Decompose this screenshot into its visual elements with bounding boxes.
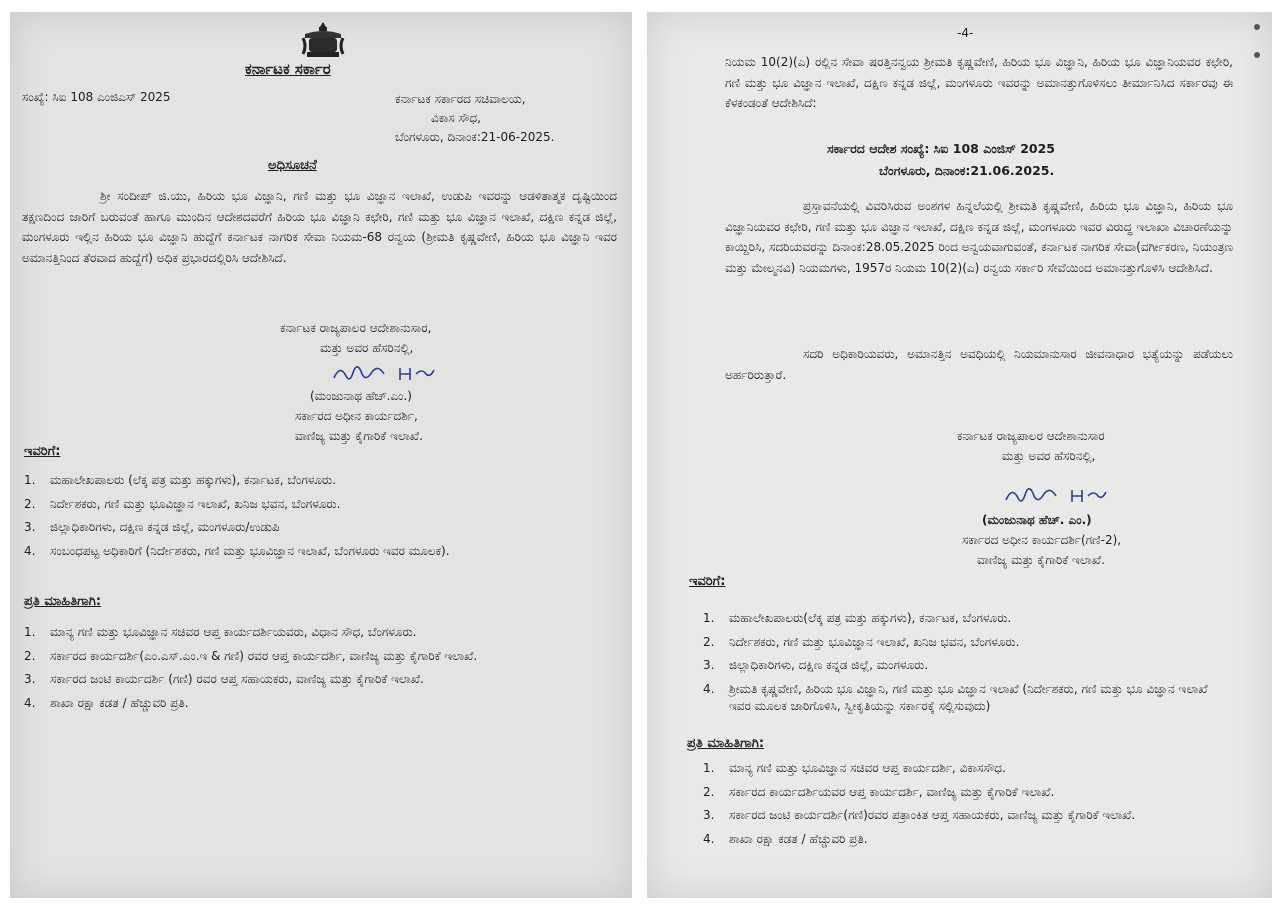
list-item: 2. ಸರ್ಕಾರದ ಕಾರ್ಯದರ್ಶಿ(ಎಂ.ಎಸ್.ಎಂ.ಇ & ಗಣಿ) ರವರ ಆಪ್ತ ಕಾರ್ಯದರ್ಶಿ, ವಾಣಿಜ್ಯ ಮತ್ತು ಕೈಗಾರಿಕೆ ಇಲಾಖೆ. <box>24 648 478 663</box>
government-title: ಕರ್ನಾಟಕ ಸರ್ಕಾರ <box>245 60 331 78</box>
list-item: 2. ಸರ್ಕಾರದ ಕಾರ್ಯದರ್ಶಿಯವರ ಆಪ್ತ ಕಾರ್ಯದರ್ಶಿ, ವಾಣಿಜ್ಯ ಮತ್ತು ಕೈಗಾರಿಕೆ ಇಲಾಖೆ. <box>703 784 1055 799</box>
copy-heading: ಪ್ರತಿ ಮಾಹಿತಿಗಾಗಿ: <box>687 736 765 751</box>
signatory-designation: ಸರ್ಕಾರದ ಅಧೀನ ಕಾರ್ಯದರ್ಶಿ, <box>295 409 418 423</box>
recipients-heading: ಇವರಿಗೆ: <box>689 574 726 589</box>
binder-hole-icon <box>1254 52 1260 58</box>
signatory-department: ವಾಣಿಜ್ಯ ಮತ್ತು ಕೈಗಾರಿಕೆ ಇಲಾಖೆ. <box>295 429 423 443</box>
government-order-page <box>647 12 1272 898</box>
copy-list <box>703 760 1243 854</box>
list-item: 2. ನಿರ್ದೇಶಕರು, ಗಣಿ ಮತ್ತು ಭೂವಿಜ್ಞಾನ ಇಲಾಖೆ, ಖನಿಜ ಭವನ, ಬೆಂಗಳೂರು. <box>703 634 1020 649</box>
secretariat-address <box>395 90 554 147</box>
list-item: 3. ಜಿಲ್ಲಾಧಿಕಾರಿಗಳು, ದಕ್ಷಿಣ ಕನ್ನಡ ಜಿಲ್ಲೆ, ಮಂಗಳೂರು. <box>703 658 929 672</box>
list-item: 1. ಮಾನ್ಯ ಗಣಿ ಮತ್ತು ಭೂವಿಜ್ಞಾನ ಸಚಿವರ ಆಪ್ತ ಕಾರ್ಯದರ್ಶಿಯವರು, ವಿಧಾನ ಸೌಧ, ಬೆಂಗಳೂರು. <box>24 625 417 639</box>
notification-body: ಶ್ರೀ ಸಂದೀಪ್ ಜಿ.ಯು, ಹಿರಿಯ ಭೂ ವಿಜ್ಞಾನಿ, ಗಣಿ ಮತ್ತು ಭೂ ವಿಜ್ಞಾನ ಇಲಾಖೆ, ಉಡುಪಿ ಇವರನ್ನು ಆಡಳಿತಾತ್ಮಕ ದೃಷ್ಟಿಯಿಂದ ತಕ್ಷಣದಿಂದ ಜಾರಿಗೆ ಬರುವಂತೆ ಹಾಗೂ ಮುಂದಿನ ಆದೇಶದವರೆಗೆ ಹಿರಿಯ ಭೂ ವಿಜ್ಞಾನಿ ಕಛೇರಿ, ಗಣಿ ಮತ್ತು ಭೂ ವಿಜ್ಞಾನ ಇಲಾಖೆ, ದಕ್ಷಿಣ ಕನ್ನಡ ಜಿಲ್ಲೆ, ಮಂಗಳೂರು ಇಲ್ಲಿನ ಹಿರಿಯ ಭೂ ವಿಜ್ಞಾನಿ ಹುದ್ದೆಗೆ ಕರ್ನಾಟಕ ನಾಗರಿಕ ಸೇವಾ ನಿಯಮ-68 ರನ್ವಯ (ಶ್ರೀಮತಿ ಕೃಷ್ಣವೇಣಿ, ಹಿರಿಯ ಭೂ ವಿಜ್ಞಾನಿ ಇವರ ಅಮಾನತ್ತಿನಿಂದ ತೆರವಾದ ಹುದ್ದೆಗೆ) ಅಧಿಕ ಪ್ರಭಾರದಲ್ಲಿರಿಸಿ ಆದೇಶಿಸಿದೆ. <box>22 189 617 265</box>
signature-image <box>1002 482 1122 508</box>
governor-order-line-2: ಮತ್ತು ಅವರ ಹೆಸರಿನಲ್ಲಿ, <box>320 341 414 355</box>
list-item: 1. ಮಹಾಲೇಖಪಾಲರು(ಲೆಕ್ಕ ಪತ್ರ ಮತ್ತು ಹಕ್ಕುಗಳು), ಕರ್ನಾಟಕ, ಬೆಂಗಳೂರು. <box>703 611 1012 625</box>
page-number: -4- <box>957 26 974 40</box>
list-item: 2. ನಿರ್ದೇಶಕರು, ಗಣಿ ಮತ್ತು ಭೂವಿಜ್ಞಾನ ಇಲಾಖೆ, ಖನಿಜ ಭವನ, ಬೆಂಗಳೂರು. <box>24 496 341 511</box>
signatory-name: (ಮಂಜುನಾಥ ಹೆಚ್. ಎಂ.) <box>982 513 1092 527</box>
signature-image <box>330 360 450 386</box>
secretariat-line: ವಿಕಾಸ ಸೌಧ, <box>431 111 481 125</box>
binder-hole-icon <box>1254 24 1260 30</box>
copy-list <box>24 624 594 718</box>
list-item: 1. ಮಹಾಲೇಖಪಾಲರು (ಲೆಕ್ಕ ಪತ್ರ ಮತ್ತು ಹಕ್ಕುಗಳು), ಕರ್ನಾಟಕ, ಬೆಂಗಳೂರು. <box>24 473 337 487</box>
recipients-list <box>24 472 614 566</box>
list-item: 4. ಶ್ರೀಮತಿ ಕೃಷ್ಣವೇಣಿ, ಹಿರಿಯ ಭೂ ವಿಜ್ಞಾನಿ, ಗಣಿ ಮತ್ತು ಭೂ ವಿಜ್ಞಾನ ಇಲಾಖೆ (ನಿರ್ದೇಶಕರು, ಗಣಿ ಮತ್ತು ಭೂ ವಿಜ್ಞಾನ ಇಲಾಖೆ ಇವರ ಮೂಲಕ ಜಾರಿಗೊಳಿಸಿ, ಸ್ವೀಕೃತಿಯನ್ನು ಸರ್ಕಾರಕ್ಕೆ ಸಲ್ಲಿಸುವುದು) <box>703 681 1208 713</box>
list-item: 3. ಸರ್ಕಾರದ ಜಂಟಿ ಕಾರ್ಯದರ್ಶಿ(ಗಣಿ)ರವರ ಪತ್ರಾಂಕಿತ ಆಪ್ತ ಸಹಾಯಕರು, ವಾಣಿಜ್ಯ ಮತ್ತು ಕೈಗಾರಿಕೆ ಇಲಾಖೆ. <box>703 808 1136 822</box>
secretariat-line: ಕರ್ನಾಟಕ ಸರ್ಕಾರದ ಸಚಿವಾಲಯ, <box>395 92 526 106</box>
order-number: ಸರ್ಕಾರದ ಆದೇಶ ಸಂಖ್ಯೆ: ಸಿಐ 108 ಎಂಜಿಸ್ 2025 <box>827 141 1055 156</box>
signatory-department: ವಾಣಿಜ್ಯ ಮತ್ತು ಕೈಗಾರಿಕೆ ಇಲಾಖೆ. <box>977 553 1105 567</box>
copy-heading: ಪ್ರತಿ ಮಾಹಿತಿಗಾಗಿ: <box>24 594 102 609</box>
secretariat-line: ಬೆಂಗಳೂರು, ದಿನಾಂಕ:21-06-2025. <box>395 130 555 144</box>
state-emblem-icon <box>299 20 347 60</box>
recipients-heading: ಇವರಿಗೆ: <box>24 444 61 459</box>
notification-heading: ಅಧಿಸೂಚನೆ <box>268 158 317 173</box>
list-item: 1. ಮಾನ್ಯ ಗಣಿ ಮತ್ತು ಭೂವಿಜ್ಞಾನ ಸಚಿವರ ಆಪ್ತ ಕಾರ್ಯದರ್ಶಿ, ವಿಕಾಸಸೌಧ. <box>703 761 1006 775</box>
recipients-list <box>703 610 1233 722</box>
intro-paragraph: ನಿಯಮ 10(2)(ಎ) ರಲ್ಲಿನ ಸೇವಾ ಷರತ್ತಿನನ್ವಯ ಶ್ರೀಮತಿ ಕೃಷ್ಣವೇಣಿ, ಹಿರಿಯ ಭೂ ವಿಜ್ಞಾನಿ, ಹಿರಿಯ ಭೂ ವಿಜ್ಞಾನಿಯವರ ಕಛೇರಿ, ಗಣಿ ಮತ್ತು ಭೂ ವಿಜ್ಞಾನ ಇಲಾಖೆ, ದಕ್ಷಿಣ ಕನ್ನಡ ಜಿಲ್ಲೆ, ಮಂಗಳೂರು ಇವರನ್ನು ಅಮಾನತ್ತುಗೊಳಿಸಲು ತೀರ್ಮಾನಿಸಿದ ಸರ್ಕಾರವು ಈ ಕೆಳಕಂಡಂತೆ ಆದೇಶಿಸಿದೆ: <box>725 55 1233 110</box>
list-item: 4. ಶಾಖಾ ರಕ್ಷಾ ಕಡತ / ಹೆಚ್ಚುವರಿ ಪ್ರತಿ. <box>24 695 189 710</box>
notification-page <box>10 12 632 898</box>
reference-number: ಸಂಖ್ಯೆ: ಸಿಐ 108 ಎಂಜಿಎಸ್ 2025 <box>22 90 171 104</box>
governor-order-line: ಕರ್ನಾಟಕ ರಾಜ್ಯಪಾಲರ ಆದೇಶಾನುಸಾರ <box>957 429 1105 443</box>
order-paragraph-1: ಪ್ರಸ್ತಾವನೆಯಲ್ಲಿ ವಿವರಿಸಿರುವ ಅಂಶಗಳ ಹಿನ್ನಲೆಯಲ್ಲಿ ಶ್ರೀಮತಿ ಕೃಷ್ಣವೇಣಿ, ಹಿರಿಯ ಭೂ ವಿಜ್ಞಾನಿ, ಹಿರಿಯ ಭೂ ವಿಜ್ಞಾನಿಯವರ ಕಛೇರಿ, ಗಣಿ ಮತ್ತು ಭೂ ವಿಜ್ಞಾನ ಇಲಾಖೆ, ದಕ್ಷಿಣ ಕನ್ನಡ ಜಿಲ್ಲೆ, ಮಂಗಳೂರು ಇವರ ವಿರುದ್ಧ ಇಲಾಖಾ ವಿಚಾರಣೆಯನ್ನು ಕಾಯ್ದಿರಿಸಿ, ಸದರಿಯವರನ್ನು ದಿನಾಂಕ:28.05.2025 ರಿಂದ ಅನ್ವಯವಾಗುವಂತೆ, ಕರ್ನಾಟಕ ನಾಗರಿಕ ಸೇವಾ(ವರ್ಗೀಕರಣ, ನಿಯಂತ್ರಣ ಮತ್ತು ಮೇಲ್ಮನವಿ) ನಿಯಮಗಳು, 1957ರ ನಿಯಮ 10(2)(ಎ) ರನ್ವಯ ಸರ್ಕಾರಿ ಸೇವೆಯಿಂದ ಅಮಾನತ್ತುಗೊಳಿಸಿ ಆದೇಶಿಸಿದೆ. <box>725 199 1233 275</box>
signatory-designation: ಸರ್ಕಾರದ ಅಧೀನ ಕಾರ್ಯದರ್ಶಿ(ಗಣಿ-2), <box>962 533 1122 547</box>
governor-order-line: ಕರ್ನಾಟಕ ರಾಜ್ಯಪಾಲರ ಆದೇಶಾನುಸಾರ, <box>280 321 432 335</box>
list-item: 4. ಶಾಖಾ ರಕ್ಷಾ ಕಡತ / ಹೆಚ್ಚುವರಿ ಪ್ರತಿ. <box>703 831 868 846</box>
governor-order-line-2: ಮತ್ತು ಅವರ ಹೆಸರಿನಲ್ಲಿ, <box>1002 449 1096 463</box>
list-item: 3. ಸರ್ಕಾರದ ಜಂಟಿ ಕಾರ್ಯದರ್ಶಿ (ಗಣಿ) ರವರ ಆಪ್ತ ಸಹಾಯಕರು, ವಾಣಿಜ್ಯ ಮತ್ತು ಕೈಗಾರಿಕೆ ಇಲಾಖೆ. <box>24 672 424 686</box>
order-paragraph-2: ಸದರಿ ಅಧಿಕಾರಿಯವರು, ಅಮಾನತ್ತಿನ ಅವಧಿಯಲ್ಲಿ ನಿಯಮಾನುಸಾರ ಜೀವನಾಧಾರ ಭತ್ಯೆಯನ್ನು ಪಡೆಯಲು ಅರ್ಹರಿರುತ್ತಾರೆ. <box>725 347 1233 382</box>
order-date: ಬೆಂಗಳೂರು, ದಿನಾಂಕ:21.06.2025. <box>879 163 1055 178</box>
list-item: 3. ಜಿಲ್ಲಾಧಿಕಾರಿಗಳು, ದಕ್ಷಿಣ ಕನ್ನಡ ಜಿಲ್ಲೆ, ಮಂಗಳೂರು/ಉಡುಪಿ <box>24 520 280 534</box>
list-item: 4. ಸಂಬಂಧಪಟ್ಟ ಅಧಿಕಾರಿಗೆ (ನಿರ್ದೇಶಕರು, ಗಣಿ ಮತ್ತು ಭೂವಿಜ್ಞಾನ ಇಲಾಖೆ, ಬೆಂಗಳೂರು ಇವರ ಮೂಲಕ). <box>24 543 450 558</box>
signatory-name: (ಮಂಜುನಾಥ ಹೆಚ್.ಎಂ.) <box>310 389 412 403</box>
